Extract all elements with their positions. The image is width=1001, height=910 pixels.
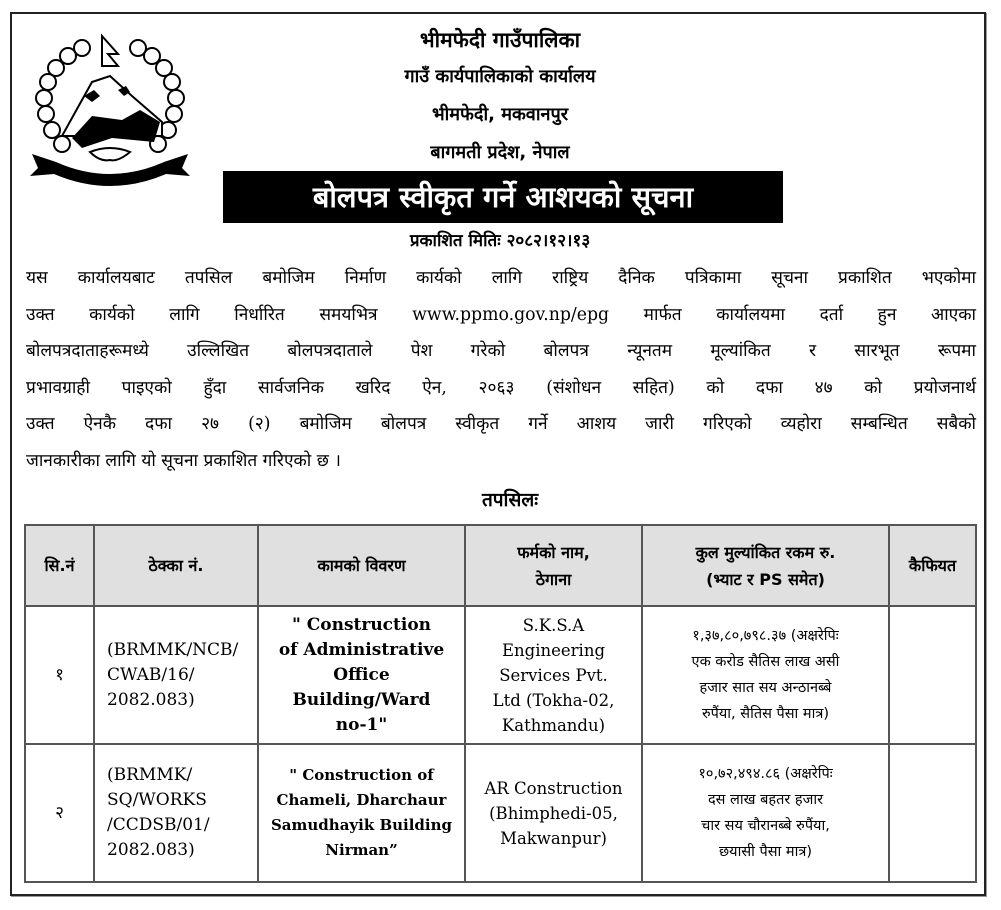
mountain-icon: [62, 76, 162, 148]
body-line: जानकारीका लागि यो सूचना प्रकाशित गरिएको छ ।: [26, 450, 341, 471]
cell-line: छयासी पैसा मात्र): [719, 844, 812, 860]
cell-line: CWAB/16/: [107, 664, 195, 685]
cell-amount: [642, 606, 889, 744]
header-amount-line: (भ्याट र PS समेत): [706, 569, 825, 589]
office-name: भीमफेदी गाउँपालिका: [419, 28, 581, 52]
body-line: यस कार्यालयबाट तपसिल बमोजिम निर्माण कार्यको लागि राष्ट्रिय दैनिक पत्रिकामा सूचना प्रकाशित भएकोमा: [26, 268, 976, 288]
office-location: भीमफेदी, मकवानपुर: [431, 104, 569, 125]
published-date-value: २०८२।१२।१३: [506, 231, 591, 251]
cell-line: एक करोड सैतिस लाख असी: [691, 654, 840, 670]
cell-sn: २: [25, 744, 94, 882]
cell-line: " Construction of: [289, 766, 434, 784]
cell-line: Ltd (Tokha-02,: [492, 690, 615, 710]
cell-remarks: [889, 744, 976, 882]
cell-line: 2082.083): [107, 689, 195, 710]
cell-line: Chameli, Dharchaur: [276, 791, 447, 809]
table-row: [25, 606, 976, 744]
cell-line: हजार सात सय अन्ठानब्बे: [699, 680, 832, 696]
cell-line: S.K.S.A: [522, 615, 585, 635]
cell-firm: [465, 606, 642, 744]
cell-remarks: [889, 606, 976, 744]
cell-line: चार सय चौरानब्बे रुपैंया,: [701, 818, 830, 834]
cell-line: 2082.083): [107, 840, 195, 860]
cell-line: " Construction: [291, 614, 432, 635]
cell-line: दस लाख बहतर हजार: [707, 792, 824, 808]
cell-amount: [642, 744, 889, 882]
cell-sn: १: [25, 606, 94, 744]
office-subtitle: गाउँ कार्यपालिकाको कार्यालय: [404, 66, 596, 87]
table-header-row: [25, 525, 976, 606]
notice-body: [26, 260, 976, 479]
published-date-line: [300, 228, 700, 251]
header-remarks: कैफियत: [889, 525, 976, 606]
header-firm-line: ठेगाना: [535, 569, 572, 589]
cell-line: (BRMMK/: [107, 765, 193, 785]
header-work-desc: कामको विवरण: [258, 525, 465, 606]
notice-title: बोलपत्र स्वीकृत गर्ने आशयको सूचना: [223, 171, 783, 223]
cell-line: AR Construction: [484, 778, 623, 798]
cell-line: (BRMMK/NCB/: [107, 639, 239, 660]
header-amount: [642, 525, 889, 606]
published-date-label: प्रकाशित मितिः: [409, 231, 501, 251]
cell-line: Building/Ward: [292, 689, 431, 710]
body-line: उक्त ऐनकै दफा २७ (२) बमोजिम बोलपत्र स्वीकृत गर्ने आशय जारी गरिएको व्यहोरा सम्बन्धित सबैको: [26, 414, 976, 434]
table-row: [25, 744, 976, 882]
cell-line: Samudhayik Building: [270, 816, 453, 834]
details-heading: तपसिलः: [481, 489, 539, 511]
cell-contract-no: [94, 744, 258, 882]
cell-work-desc: [258, 606, 465, 744]
nepal-emblem-logo: [22, 26, 198, 194]
cell-line: Kathmandu): [501, 715, 606, 735]
body-line: प्रभावग्राही पाइएको हुँदा सार्वजनिक खरिद ऐन, २०६३ (संशोधन सहित) को दफा ४७ को प्रयोजनार्थ: [26, 377, 976, 398]
cell-line: (Bhimphedi-05,: [489, 803, 618, 823]
cell-contract-no: [94, 606, 258, 744]
cell-line: SQ/WORKS: [107, 790, 207, 810]
cell-line: Office: [333, 664, 390, 685]
cell-line: १०,७२,४९४.८६ (अक्षरेपिः: [698, 766, 833, 782]
header-sn: सि.नं: [25, 525, 94, 606]
cell-line: of Administrative: [278, 639, 445, 660]
office-province: बागमती प्रदेश, नेपाल: [430, 142, 570, 163]
cell-firm: [465, 744, 642, 882]
header-amount-line: कुल मुल्यांकित रकम रु.: [695, 542, 836, 562]
cell-line: Makwanpur): [500, 828, 607, 848]
details-table: [24, 524, 977, 883]
handshake-icon: [90, 148, 130, 160]
body-line: उक्त कार्यको लागि निर्धारित समयभित्र www.ppmo.gov.np/epg मार्फत कार्यालयमा दर्ता हुन आएका: [26, 304, 976, 325]
cell-line: Services Pvt.: [499, 665, 608, 685]
flag-icon: [102, 36, 118, 66]
header-firm-line: फर्मको नाम,: [517, 542, 590, 562]
cell-line: रुपैंया, सैतिस पैसा मात्र): [701, 706, 829, 722]
header-firm: [465, 525, 642, 606]
header-contract-no: ठेक्का नं.: [94, 525, 258, 606]
cell-line: /CCDSB/01/: [107, 815, 210, 835]
cell-line: no-1": [335, 714, 388, 735]
cell-line: Nirman”: [325, 841, 398, 859]
body-line: बोलपत्रदाताहरूमध्ये उल्लिखित बोलपत्रदाताले पेश गरेको बोलपत्र न्यूनतम मूल्यांकित र सारभूत रूपमा: [26, 341, 976, 361]
cell-line: Engineering: [501, 640, 606, 660]
cell-line: १,३७,८०,७९८.३७ (अक्षरेपिः: [692, 628, 839, 644]
cell-work-desc: [258, 744, 465, 882]
